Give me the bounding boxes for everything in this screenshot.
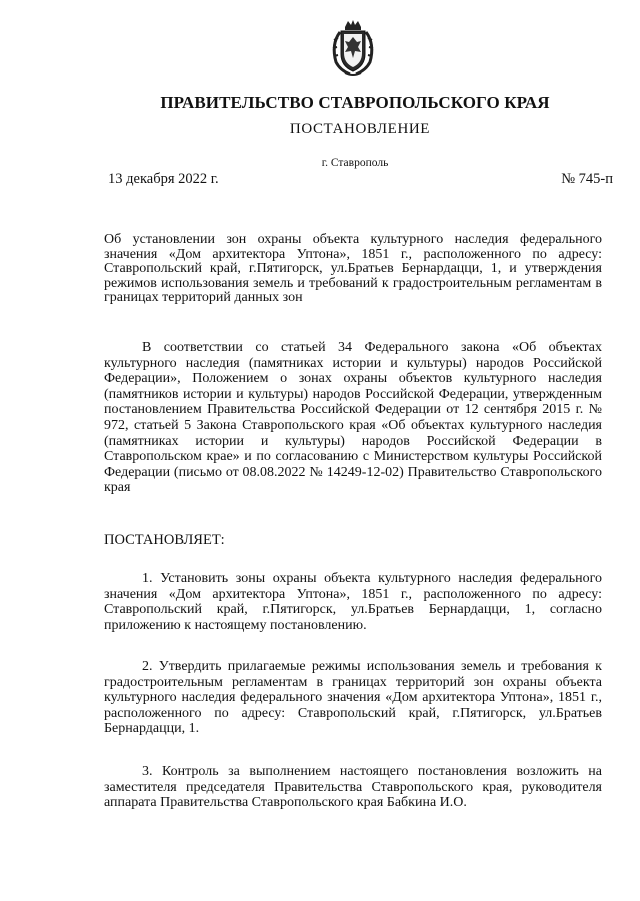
resolution-heading: ПОСТАНОВЛЯЕТ: [104,532,225,548]
document-subject: Об установлении зон охраны объекта культурного наследия федерального значения «Дом архитектора Уптона», 1851 г., расположенного по адресу: Ставропольский край, г.Пятигорск, ул.Братьев Бернардацци, 1, и утверждения режимов использования земель и требований к градостроительным регламентам в границах территорий данных зон [104,232,602,306]
resolution-item-1: 1. Установить зоны охраны объекта культурного наследия федерального значения «Дом архитектора Уптона», 1851 г., расположенного по адресу: Ставропольский край, г.Пятигорск, ул.Братьев Бернардацци, 1, согласно приложению к настоящему постановлению. [104,571,602,633]
stavropol-coat-of-arms-icon [328,18,378,78]
document-preamble: В соответствии со статьей 34 Федерального закона «Об объектах культурного наследия (памятниках истории и культуры) народов Российской Федерации», Положением о зонах охраны объектов культурного наследия (памятников истории и культуры) народов Российской Федерации, утвержденным постановлением Правительства Российской Федерации от 12 сентября 2015 г. № 972, статьей 5 Закона Ставропольского края «Об объектах культурного наследия (памятниках истории и культуры) народов Российской Федерации в Ставропольском крае» и по согласованию с Министерством культуры Российской Федерации (письмо от 08.08.2022 № 14249-12-02) Правительство Ставропольского края [104,340,602,496]
city-name: г. Ставрополь [321,157,389,169]
document-date: 13 декабря 2022 г. [108,171,219,187]
government-title: ПРАВИТЕЛЬСТВО СТАВРОПОЛЬСКОГО КРАЯ [160,93,550,112]
document-number: № 745-п [561,171,613,187]
document-type: ПОСТАНОВЛЕНИЕ [289,121,431,137]
resolution-item-3: 3. Контроль за выполнением настоящего постановления возложить на заместителя председателя Правительства Ставропольского края, руководителя аппарата Правительства Ставропольского края Бабкина И.О. [104,764,602,811]
resolution-item-2: 2. Утвердить прилагаемые режимы использования земель и требования к градостроительным регламентам в границах территорий зон охраны объекта культурного наследия федерального значения «Дом архитектора Уптона», 1851 г., расположенного по адресу: Ставропольский край, г.Пятигорск, ул.Братьев Бернардацци, 1. [104,659,602,737]
